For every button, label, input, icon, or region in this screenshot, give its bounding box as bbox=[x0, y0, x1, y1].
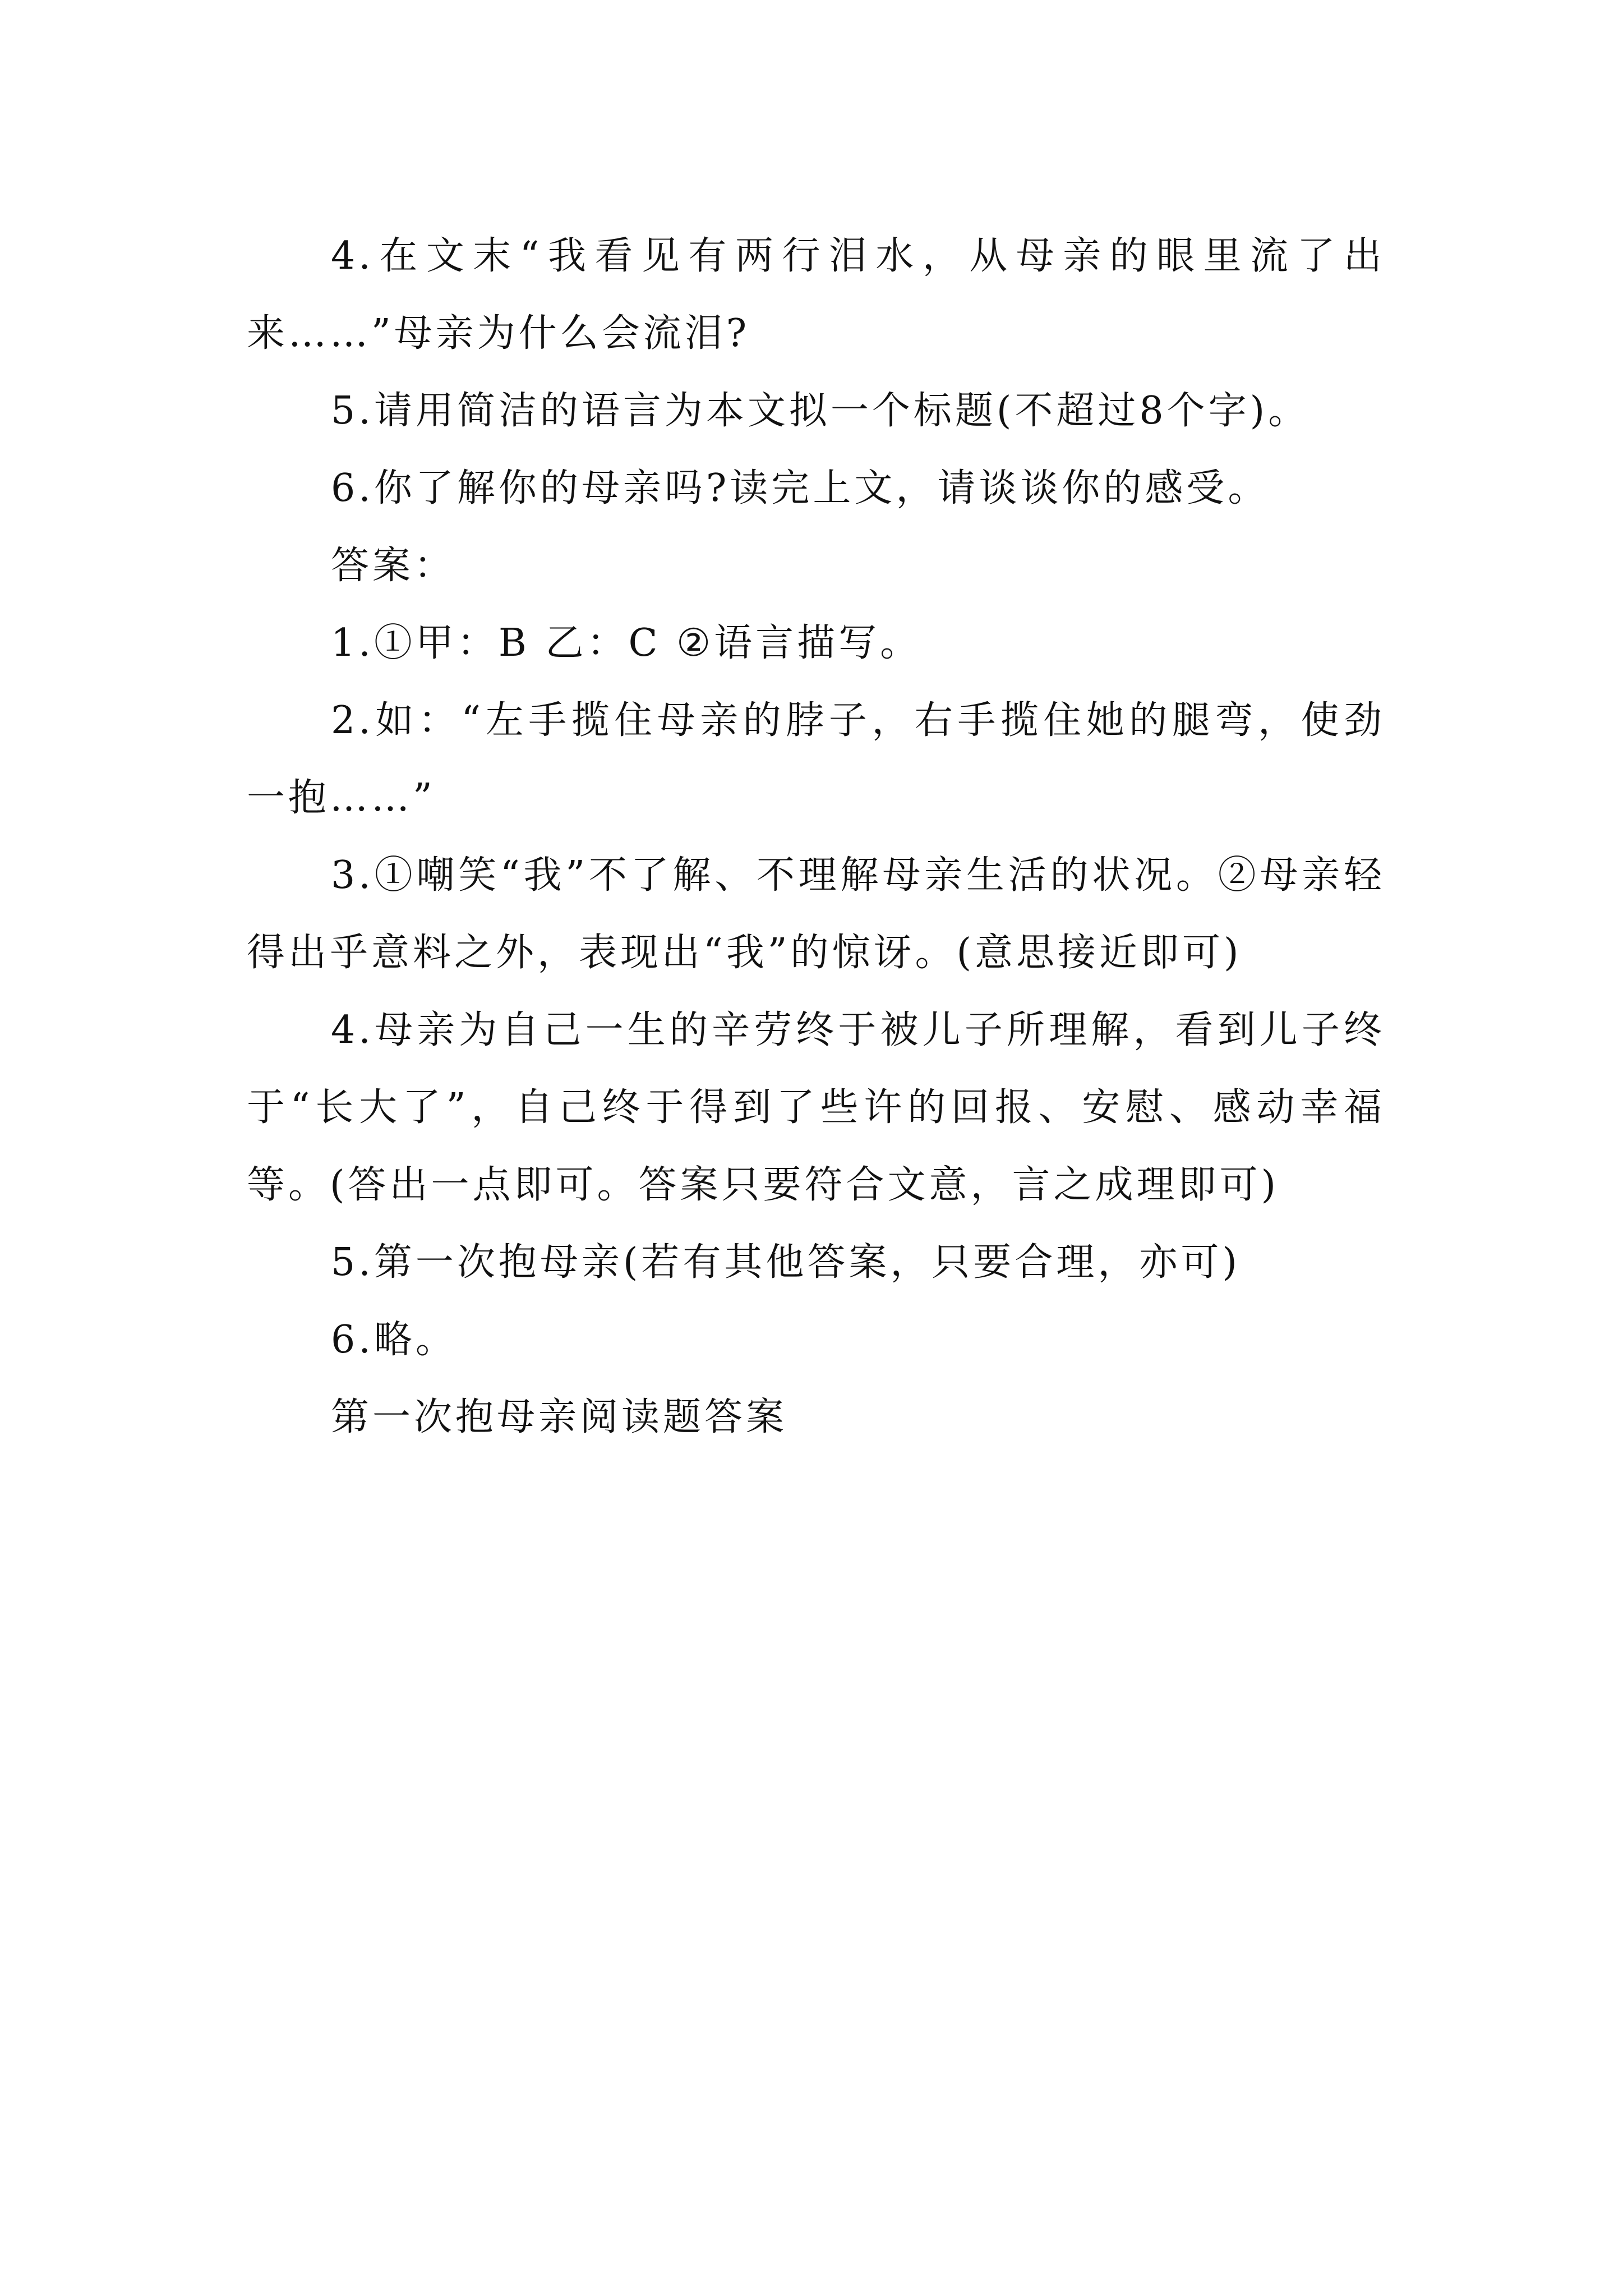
document-footer-title: 第一次抱母亲阅读题答案 bbox=[331, 1395, 788, 1439]
question-4: 4.在文末“我看见有两行泪水，从母亲的眼里流了出来……”母亲为什么会流泪? bbox=[247, 234, 1385, 356]
answer-2: 2.如：“左手揽住母亲的脖子，右手揽住她的腿弯，使劲一抱……” bbox=[247, 698, 1385, 820]
answer-3: 3.①嘲笑“我”不了解、不理解母亲生活的状况。②母亲轻得出乎意料之外，表现出“我”的惊讶。(意思接近即可) bbox=[247, 853, 1385, 975]
document-body bbox=[247, 218, 1385, 1456]
answer-1: 1.①甲：B 乙：C ②语言描写。 bbox=[331, 621, 922, 665]
question-5: 5.请用简洁的语言为本文拟一个标题(不超过8个字)。 bbox=[331, 389, 1310, 433]
question-6: 6.你了解你的母亲吗?读完上文，请谈谈你的感受。 bbox=[331, 466, 1270, 510]
answer-4: 4.母亲为自己一生的辛劳终于被儿子所理解，看到儿子终于“长大了”，自己终于得到了些许的回报、安慰、感动幸福等。(答出一点即可。答案只要符合文意，言之成理即可) bbox=[247, 1008, 1385, 1207]
answer-5: 5.第一次抱母亲(若有其他答案，只要合理，亦可) bbox=[331, 1240, 1241, 1285]
answer-heading: 答案： bbox=[331, 544, 456, 588]
answer-6: 6.略。 bbox=[331, 1318, 457, 1362]
